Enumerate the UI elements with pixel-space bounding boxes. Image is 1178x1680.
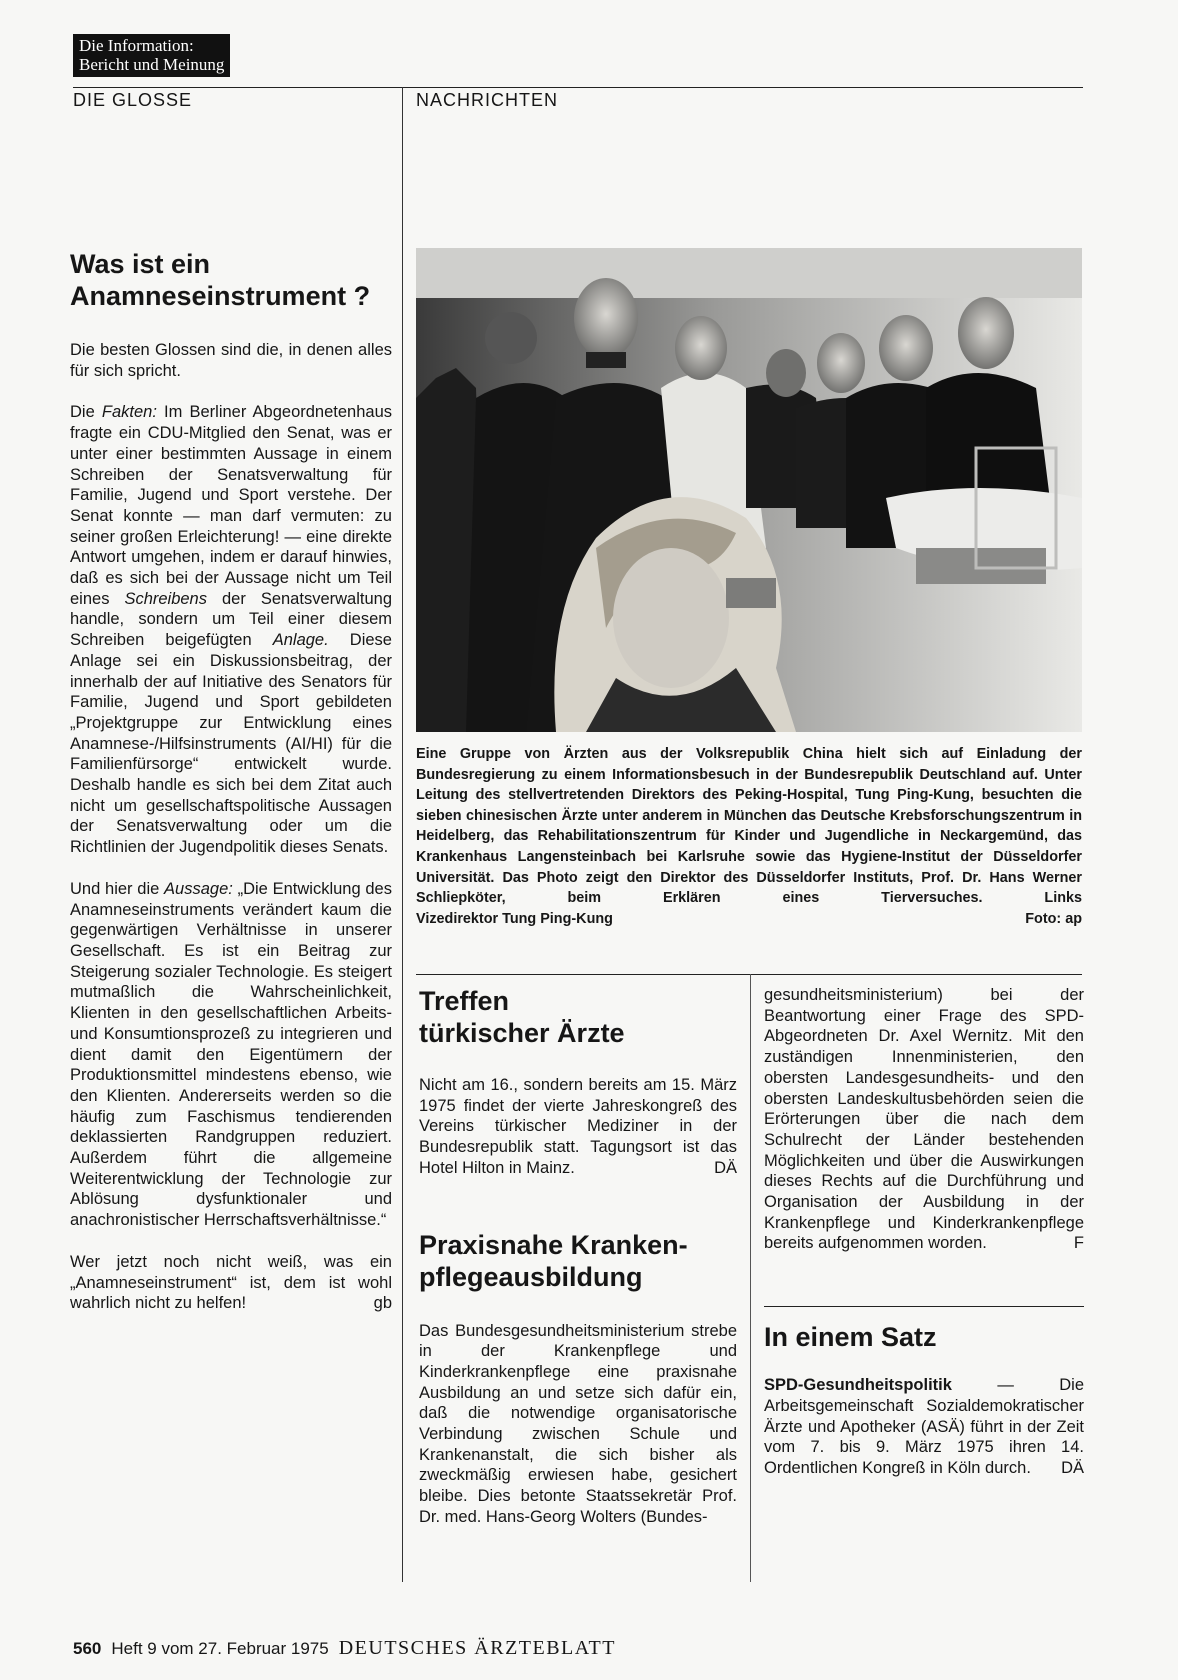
glosse-article <box>70 248 392 1335</box>
treffen-headline-line2: türkischer Ärzte <box>419 1018 625 1048</box>
treffen-signature: DÄ <box>714 1158 737 1177</box>
treffen-text: Nicht am 16., sondern bereits am 15. März 1975 findet der vierte Jahreskongreß des Vereins türkischer Mediziner in der Bundesrepublik statt. Tagungsort ist das Hotel Hilton in Mainz. DÄ <box>419 1076 737 1177</box>
caption-text: Eine Gruppe von Ärzten aus der Volksrepublik China hielt sich auf Einladung der Bundesregierung zu einem Informationsbesuch in der Bundesrepublik Deutschland auf. Unter Leitung des stellvertretenden Direktors des Peking-Hospital, Tung Ping-Kung, besuchten die sieben chinesischen Ärzte unter anderem in München das Deutsche Krebsforschungszentrum in Heidelberg, das Rehabilitationszentrum für Kinder und Jugendliche in Neckargemünd, das Krankenhaus Langensteinbach bei Karlsruhe sowie das Hygiene-Institut der Düsseldorfer Universität. Das Photo zeigt den Direktor des Düsseldorfer Instituts, Prof. Dr. Hans Werner Schliepköter, beim Erklären eines Tierversuches. Links <box>416 746 1082 907</box>
top-rule <box>73 87 1083 88</box>
masthead-line1: Die Information: <box>79 36 194 55</box>
glosse-conclusion: Wer jetzt noch nicht weiß, was ein „Anamneseinstrument“ ist, dem ist wohl wahrlich nicht zu helfen! gb <box>70 1252 392 1313</box>
glosse-fakten: Die Fakten: Im Berliner Abgeordnetenhaus fragte ein CDU-Mitglied den Senat, was er unter einer bestimmten Aussage in einem Schreiben der Senatsverwaltung für Familie, Jugend und Sport verstehe. Der Senat konnte — man darf vermuten: zu seiner großen Erleichterung! — eine direkte Antwort umgehen, indem er darauf hinwies, daß es sich bei der Aussage nicht um Teil eines Schreibens der Senatsverwaltung handle, sondern um Teil einer diesem Schreiben beigefügten Anlage. Diese Anlage sei ein Diskussionsbeitrag, der innerhalb der auf Initiative des Senators für Familie, Jugend und Sport gebildeten „Projektgruppe zur Entwicklung eines Anamnese-/Hilfsinstruments (AI/HI) für die Familienfürsorge“ entwickelt wurde. Deshalb handle es sich bei dem Zitat auch nicht um gesellschaftspolitische Aussagen der Senatsverwaltung oder um die Richtlinien der Jugendpolitik dieses Senats. <box>70 403 393 857</box>
masthead-line2: Bericht und Meinung <box>79 55 225 74</box>
photo-illustration <box>416 248 1082 732</box>
satz-headline: In einem Satz <box>764 1322 937 1353</box>
praxis-signature: F <box>1073 1234 1084 1253</box>
glosse-intro: Die besten Glossen sind die, in denen alles für sich spricht. <box>70 341 392 380</box>
section-label-glosse: DIE GLOSSE <box>73 90 193 110</box>
glosse-signature: gb <box>373 1294 392 1313</box>
news-photo <box>416 248 1082 732</box>
glosse-headline-line2: Anamneseinstrument ? <box>70 281 371 311</box>
praxis-headline <box>419 1229 737 1293</box>
praxis-text-part2: gesundheitsministerium) bei der Beantwortung einer Frage des SPD-Abgeordneten Dr. Axel Wernitz. Mit den zuständigen Innenministerien, den obersten Landesgesundheits- und den obersten Landeskultusbehörden seien die Erörterungen über die nach dem Schulrecht der Länder bestehenden Möglichkeiten und über die Auswirkungen dieses Rechts auf die Durchführung und Organisation der Ausbildung in der Krankenpflege und Kinderkrankenpflege bereits aufgenommen worden. F <box>764 986 1084 1253</box>
photo-caption <box>416 744 1082 929</box>
satz-rule <box>764 1306 1084 1307</box>
satz-signature: DÄ <box>1061 1458 1084 1477</box>
treffen-headline-line1: Treffen <box>419 986 510 1016</box>
masthead <box>73 34 230 77</box>
glosse-headline-line1: Was ist ein <box>70 249 211 279</box>
praxis-headline-line2: pflegeausbildung <box>419 1261 643 1292</box>
news-rule <box>416 974 1082 975</box>
satz-text: SPD-Gesundheitspolitik — Die Arbeitsgemeinschaft Sozialdemokratischer Ärzte und Apotheker (ASÄ) führt in der Zeit vom 7. bis 9. März 1975 ihren 14. Ordentlichen Kongreß in Köln durch. DÄ <box>764 1376 1084 1477</box>
glosse-headline <box>70 248 392 312</box>
praxis-headline-line1: Praxisnahe Kranken- <box>419 1229 688 1260</box>
caption-last-line <box>416 909 1082 930</box>
photo-credit: Foto: ap <box>1025 910 1082 927</box>
praxis-text-part1: Das Bundesgesundheitsministerium strebe in der Krankenpflege und Kinderkrankenpflege eine praxisnahe Ausbildung an und setze sich dafür ein, daß die notwendige organisatorische Verbindung zwischen Schule und Krankenanstalt, die sich bisher als zweckmäßig erwiesen habe, gesichert bleibe. Dies betonte Staatssekretär Prof. Dr. med. Hans-Georg Wolters (Bundes- <box>419 1321 737 1526</box>
news-column-divider <box>750 974 751 1582</box>
section-label-nachrichten: NACHRICHTEN <box>416 90 559 110</box>
page-footer <box>73 1637 616 1660</box>
news-column-middle <box>419 985 737 1528</box>
treffen-headline <box>419 985 737 1049</box>
issue-info: Heft 9 vom 27. Februar 1975 <box>111 1639 329 1658</box>
page-number: 560 <box>73 1639 102 1658</box>
glosse-aussage: Und hier die Aussage: „Die Entwicklung des Anamneseinstruments verändert kaum die gegenwärtigen Verhältnisse in unserer Gesellschaft. Es ist ein Beitrag zur Steigerung sozialer Technologie. Es steigert mutmaßlich die Wahrscheinlichkeit, Klienten in den gesellschaftlichen Arbeits- und Konsumtionsprozeß zu integrieren und dient damit den Eigentümern der Produktionsmittel mindestens ebenso, wie den Klienten. Andererseits werden so die häufig zum Faschismus tendierenden deklassierten Randgruppen reduziert. Außerdem führt die allgemeine Weiterentwicklung der Technologie zur Ablösung dysfunktionaler und anachronistischer Herrschaftsverhältnisse.“ <box>70 879 392 1230</box>
column-divider <box>402 87 403 1582</box>
caption-name: Vizedirektor Tung Ping-Kung <box>416 910 613 927</box>
magazine-name: DEUTSCHES ÄRZTEBLATT <box>338 1637 616 1659</box>
news-column-right <box>764 985 1084 1479</box>
